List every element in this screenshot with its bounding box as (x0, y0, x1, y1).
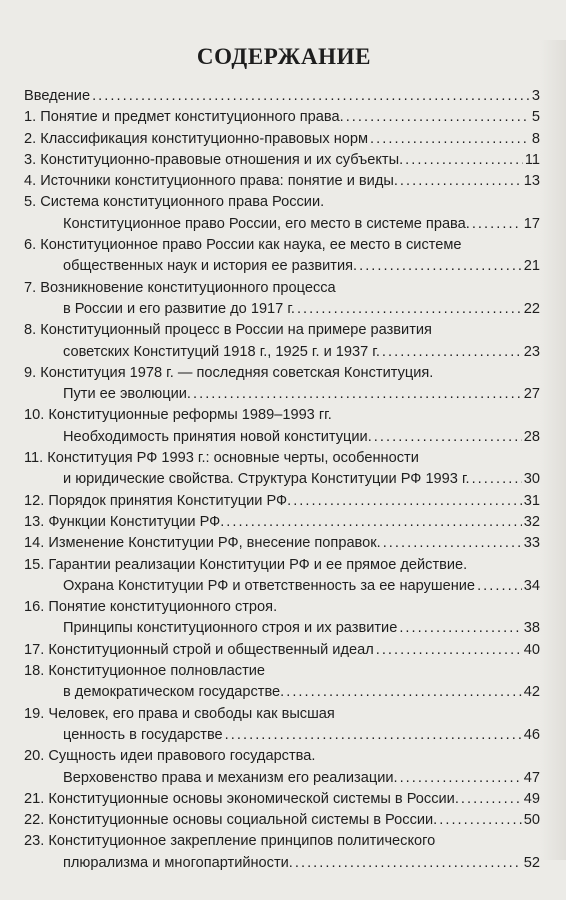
toc-entry-text: 11. Конституция РФ 1993 г.: основные черты, особенности (24, 450, 419, 467)
toc-entry-line (24, 171, 544, 192)
dot-leader (226, 512, 521, 533)
dot-leader (383, 533, 522, 554)
toc-page-number: 40 (523, 641, 540, 658)
toc-entry-text: Охрана Конституции РФ и ответственность за ее нарушение (63, 577, 476, 594)
toc-entry (24, 512, 544, 533)
toc-entry (24, 533, 544, 554)
toc-page-number: 28 (523, 428, 540, 445)
toc-entry-continuation (24, 768, 544, 789)
dot-leader (346, 107, 530, 128)
toc-entry-line (24, 150, 544, 171)
toc-entry-text: 16. Понятие конституционного строя. (24, 599, 278, 616)
dot-leader (92, 86, 530, 107)
toc-entry (24, 555, 544, 598)
toc-entry-text: плюрализма и многопартийности. (63, 854, 293, 871)
toc-entry-line (24, 746, 544, 767)
toc-entry-text: Необходимость принятия новой конституции. (63, 428, 372, 445)
toc-entry-line (24, 831, 544, 852)
toc-page-number: 23 (523, 343, 540, 360)
toc-entry-text: 7. Возникновение конституционного процесса (24, 279, 336, 296)
dot-leader (359, 256, 522, 277)
toc-entry (24, 278, 544, 321)
dot-leader (374, 427, 522, 448)
dot-leader (472, 214, 522, 235)
toc-entry-line (24, 86, 544, 107)
toc-entry (24, 171, 544, 192)
table-of-contents (24, 86, 544, 874)
toc-entry-line (24, 405, 544, 426)
toc-entry (24, 320, 544, 363)
toc-entry-text: 15. Гарантии реализации Конституции РФ и ее прямое действие. (24, 556, 468, 573)
toc-entry (24, 597, 544, 640)
toc-page-number: 38 (523, 620, 540, 637)
toc-entry-text: 17. Конституционный строй и общественный идеал (24, 641, 374, 658)
toc-entry (24, 810, 544, 831)
toc-page-number: 34 (523, 577, 540, 594)
toc-entry-text: 9. Конституция 1978 г. — последняя советская Конституция. (24, 364, 434, 381)
dot-leader (461, 789, 522, 810)
toc-entry-continuation (24, 256, 544, 277)
toc-entry-line (24, 107, 544, 128)
toc-entry-text: ценность в государстве (63, 726, 223, 743)
toc-page-number: 42 (523, 684, 540, 701)
toc-entry-text: 8. Конституционный процесс в России на примере развития (24, 322, 432, 339)
book-page (24, 0, 544, 900)
toc-entry-continuation (24, 214, 544, 235)
toc-entry-line (24, 555, 544, 576)
dot-leader (293, 491, 522, 512)
page-title: СОДЕРЖАНИЕ (196, 44, 372, 69)
dot-leader (405, 150, 523, 171)
toc-entry (24, 192, 544, 235)
dot-leader (286, 682, 522, 703)
toc-page-number: 52 (523, 854, 540, 871)
toc-entry-text: Конституционное право России, его место в системе права. (63, 215, 470, 232)
toc-entry (24, 363, 544, 406)
toc-entry (24, 150, 544, 171)
toc-page-number: 27 (523, 386, 540, 403)
toc-entry-text: 21. Конституционные основы экономической системы в России. (24, 790, 459, 807)
toc-entry-text: в России и его развитие до 1917 г. (63, 300, 295, 317)
toc-entry-text: в демократическом государстве. (63, 684, 285, 701)
toc-entry-text: 22. Конституционные основы социальной системы в России. (24, 812, 438, 829)
toc-entry (24, 831, 544, 874)
toc-page-number: 17 (523, 215, 540, 232)
toc-page-number: 8 (531, 130, 540, 147)
toc-entry-line (24, 704, 544, 725)
toc-entry-continuation (24, 853, 544, 874)
toc-entry-text: 1. Понятие и предмет конституционного права. (24, 109, 344, 126)
toc-entry-line (24, 640, 544, 661)
toc-page-number: 30 (523, 471, 540, 488)
toc-entry-text: 6. Конституционное право России как наука, ее место в системе (24, 237, 462, 254)
toc-entry-line (24, 789, 544, 810)
toc-entry (24, 704, 544, 747)
toc-entry-text: 10. Конституционные реформы 1989–1993 гг. (24, 407, 332, 424)
page-edge-shadow (540, 40, 566, 860)
toc-entry-continuation (24, 469, 544, 490)
dot-leader (477, 576, 522, 597)
toc-entry-text: Верховенство права и механизм его реализации. (63, 769, 398, 786)
dot-leader (400, 768, 522, 789)
dot-leader (472, 469, 522, 490)
dot-leader (400, 171, 522, 192)
toc-page-number: 33 (523, 535, 540, 552)
toc-entry-line (24, 533, 544, 554)
toc-page-number: 3 (531, 88, 540, 104)
dot-leader (297, 299, 522, 320)
toc-entry (24, 129, 544, 150)
dot-leader (399, 618, 521, 639)
toc-entry-line (24, 363, 544, 384)
toc-entry-text: 12. Порядок принятия Конституции РФ. (24, 492, 292, 509)
toc-entry-continuation (24, 384, 544, 405)
toc-entry (24, 640, 544, 661)
toc-entry-text: 14. Изменение Конституции РФ, внесение поправок. (24, 535, 381, 552)
toc-entry-text: 20. Сущность идеи правового государства. (24, 748, 316, 765)
toc-entry-continuation (24, 576, 544, 597)
dot-leader (439, 810, 522, 831)
toc-entry-line (24, 192, 544, 213)
toc-entry-text: 5. Система конституционного права России. (24, 194, 325, 211)
toc-entry-continuation (24, 725, 544, 746)
toc-entry-text: 4. Источники конституционного права: понятие и виды. (24, 173, 398, 190)
toc-entry (24, 661, 544, 704)
toc-page-number: 47 (523, 769, 540, 786)
dot-leader (370, 129, 530, 150)
toc-page-number: 32 (523, 513, 540, 530)
toc-entry-text: 23. Конституционное закрепление принципов политического (24, 833, 436, 850)
toc-entry-text: общественных наук и история ее развития. (63, 258, 358, 275)
toc-entry-text: Принципы конституционного строя и их развитие (63, 620, 398, 637)
toc-page-number: 31 (523, 492, 540, 509)
toc-entry-continuation (24, 427, 544, 448)
toc-page-number: 5 (531, 109, 540, 126)
toc-entry (24, 746, 544, 789)
toc-entry-text: советских Конституций 1918 г., 1925 г. и 1937 г. (63, 343, 380, 360)
toc-entry (24, 107, 544, 128)
toc-entry-continuation (24, 299, 544, 320)
toc-page-number: 21 (523, 258, 540, 275)
dot-leader (295, 853, 522, 874)
toc-entry-text: 18. Конституционное полновластие (24, 663, 266, 680)
toc-entry-line (24, 661, 544, 682)
toc-entry-text: и юридические свойства. Структура Конституции РФ 1993 г. (63, 471, 470, 488)
toc-page-number: 50 (523, 812, 540, 829)
toc-entry (24, 235, 544, 278)
toc-entry-continuation (24, 342, 544, 363)
toc-page-number: 46 (523, 726, 540, 743)
toc-page-number: 13 (523, 173, 540, 190)
toc-entry (24, 86, 544, 107)
toc-entry (24, 789, 544, 810)
toc-entry-text: 2. Классификация конституционно-правовых норм (24, 130, 369, 147)
toc-entry-line (24, 810, 544, 831)
toc-entry-continuation (24, 682, 544, 703)
toc-entry-line (24, 278, 544, 299)
toc-page-number: 11 (524, 151, 540, 168)
toc-page-number: 22 (523, 300, 540, 317)
toc-page-number: 49 (523, 790, 540, 807)
toc-entry-text: Пути ее эволюции. (63, 386, 191, 403)
toc-entry-line (24, 597, 544, 618)
toc-entry-line (24, 129, 544, 150)
toc-entry-line (24, 491, 544, 512)
toc-entry-text: 3. Конституционно-правовые отношения и их субъекты. (24, 151, 404, 168)
toc-entry-text: 19. Человек, его права и свободы как высшая (24, 705, 335, 722)
toc-entry (24, 405, 544, 448)
toc-entry (24, 448, 544, 491)
dot-leader (376, 640, 522, 661)
toc-entry-line (24, 320, 544, 341)
toc-entry-text: 13. Функции Конституции РФ. (24, 513, 225, 530)
toc-entry-line (24, 448, 544, 469)
toc-entry-continuation (24, 618, 544, 639)
toc-entry-text: Введение (24, 88, 91, 104)
toc-entry-line (24, 235, 544, 256)
toc-entry-line (24, 512, 544, 533)
dot-leader (193, 384, 522, 405)
dot-leader (225, 725, 522, 746)
dot-leader (382, 342, 522, 363)
toc-entry (24, 491, 544, 512)
